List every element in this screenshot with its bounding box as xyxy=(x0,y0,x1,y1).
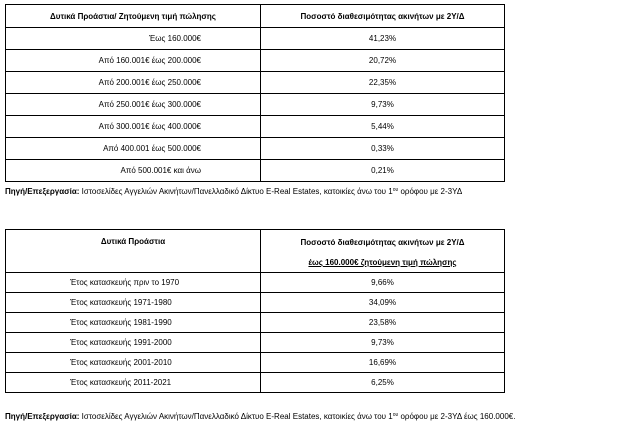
row-value: 9,73% xyxy=(261,333,505,353)
row-value: 0,33% xyxy=(261,138,505,160)
source-note xyxy=(5,187,462,196)
row-value: 22,35% xyxy=(261,72,505,94)
row-label: Από 500.001€ και άνω xyxy=(6,160,261,182)
source-label: Πηγή/Επεξεργασία: xyxy=(5,412,80,421)
source-text-end: ορόφου με 2-3ΥΔ xyxy=(398,187,463,196)
table-row xyxy=(6,116,505,138)
table-row xyxy=(6,160,505,182)
row-value: 0,21% xyxy=(261,160,505,182)
row-label: Έτος κατασκευής 2011-2021 xyxy=(6,373,261,393)
column-header-availability: Ποσοστό διαθεσιμότητας ακινήτων με 2Υ/Δ xyxy=(261,5,505,28)
row-value: 6,25% xyxy=(261,373,505,393)
row-label: Έτος κατασκευής 1981-1990 xyxy=(6,313,261,333)
source-text: Ιστοσελίδες Αγγελιών Ακινήτων/Πανελλαδικό Δίκτυο E-Real Estates, κατοικίες άνω του 1 xyxy=(79,412,393,421)
column-header-availability xyxy=(261,230,505,273)
source-superscript: ου xyxy=(392,187,399,193)
row-label: Έτος κατασκευής πριν το 1970 xyxy=(6,273,261,293)
column-header-area-price: Δυτικά Προάστια/ Ζητούμενη τιμή πώλησης xyxy=(6,5,261,28)
row-label: Από 300.001€ έως 400.000€ xyxy=(6,116,261,138)
row-label: Από 200.001€ έως 250.000€ xyxy=(6,72,261,94)
price-availability-table xyxy=(5,4,505,182)
column-header-area: Δυτικά Προάστια xyxy=(6,230,261,273)
row-label: Έτος κατασκευής 1991-2000 xyxy=(6,333,261,353)
table-row xyxy=(6,353,505,373)
row-value: 9,66% xyxy=(261,273,505,293)
source-text: Ιστοσελίδες Αγγελιών Ακινήτων/Πανελλαδικό Δίκτυο E-Real Estates, κατοικίες άνω του 1 xyxy=(79,187,393,196)
row-value: 23,58% xyxy=(261,313,505,333)
table-header-row xyxy=(6,230,505,273)
table-row xyxy=(6,273,505,293)
row-value: 16,69% xyxy=(261,353,505,373)
source-note xyxy=(5,412,515,421)
table-row xyxy=(6,313,505,333)
source-label: Πηγή/Επεξεργασία: xyxy=(5,187,80,196)
row-value: 34,09% xyxy=(261,293,505,313)
table-row xyxy=(6,94,505,116)
table-row xyxy=(6,333,505,353)
row-label: Από 400.001 έως 500.000€ xyxy=(6,138,261,160)
row-label: Από 160.001€ έως 200.000€ xyxy=(6,50,261,72)
table-row xyxy=(6,50,505,72)
row-value: 20,72% xyxy=(261,50,505,72)
source-text-end: ορόφου με 2-3ΥΔ έως 160.000€. xyxy=(398,412,516,421)
table-row xyxy=(6,293,505,313)
header-line-2: έως 160.000€ ζητούμενη τιμή πώλησης xyxy=(308,258,457,267)
table-header-row xyxy=(6,5,505,28)
row-value: 41,23% xyxy=(261,28,505,50)
row-label: Έτος κατασκευής 2001-2010 xyxy=(6,353,261,373)
table-row xyxy=(6,72,505,94)
row-value: 5,44% xyxy=(261,116,505,138)
row-value: 9,73% xyxy=(261,94,505,116)
row-label: Έως 160.000€ xyxy=(6,28,261,50)
source-superscript: ου xyxy=(392,412,399,418)
header-line-1: Ποσοστό διαθεσιμότητας ακινήτων με 2Υ/Δ xyxy=(300,238,465,247)
table-row xyxy=(6,138,505,160)
table-row xyxy=(6,28,505,50)
table-row xyxy=(6,373,505,393)
construction-year-table xyxy=(5,229,505,393)
row-label: Από 250.001€ έως 300.000€ xyxy=(6,94,261,116)
row-label: Έτος κατασκευής 1971-1980 xyxy=(6,293,261,313)
